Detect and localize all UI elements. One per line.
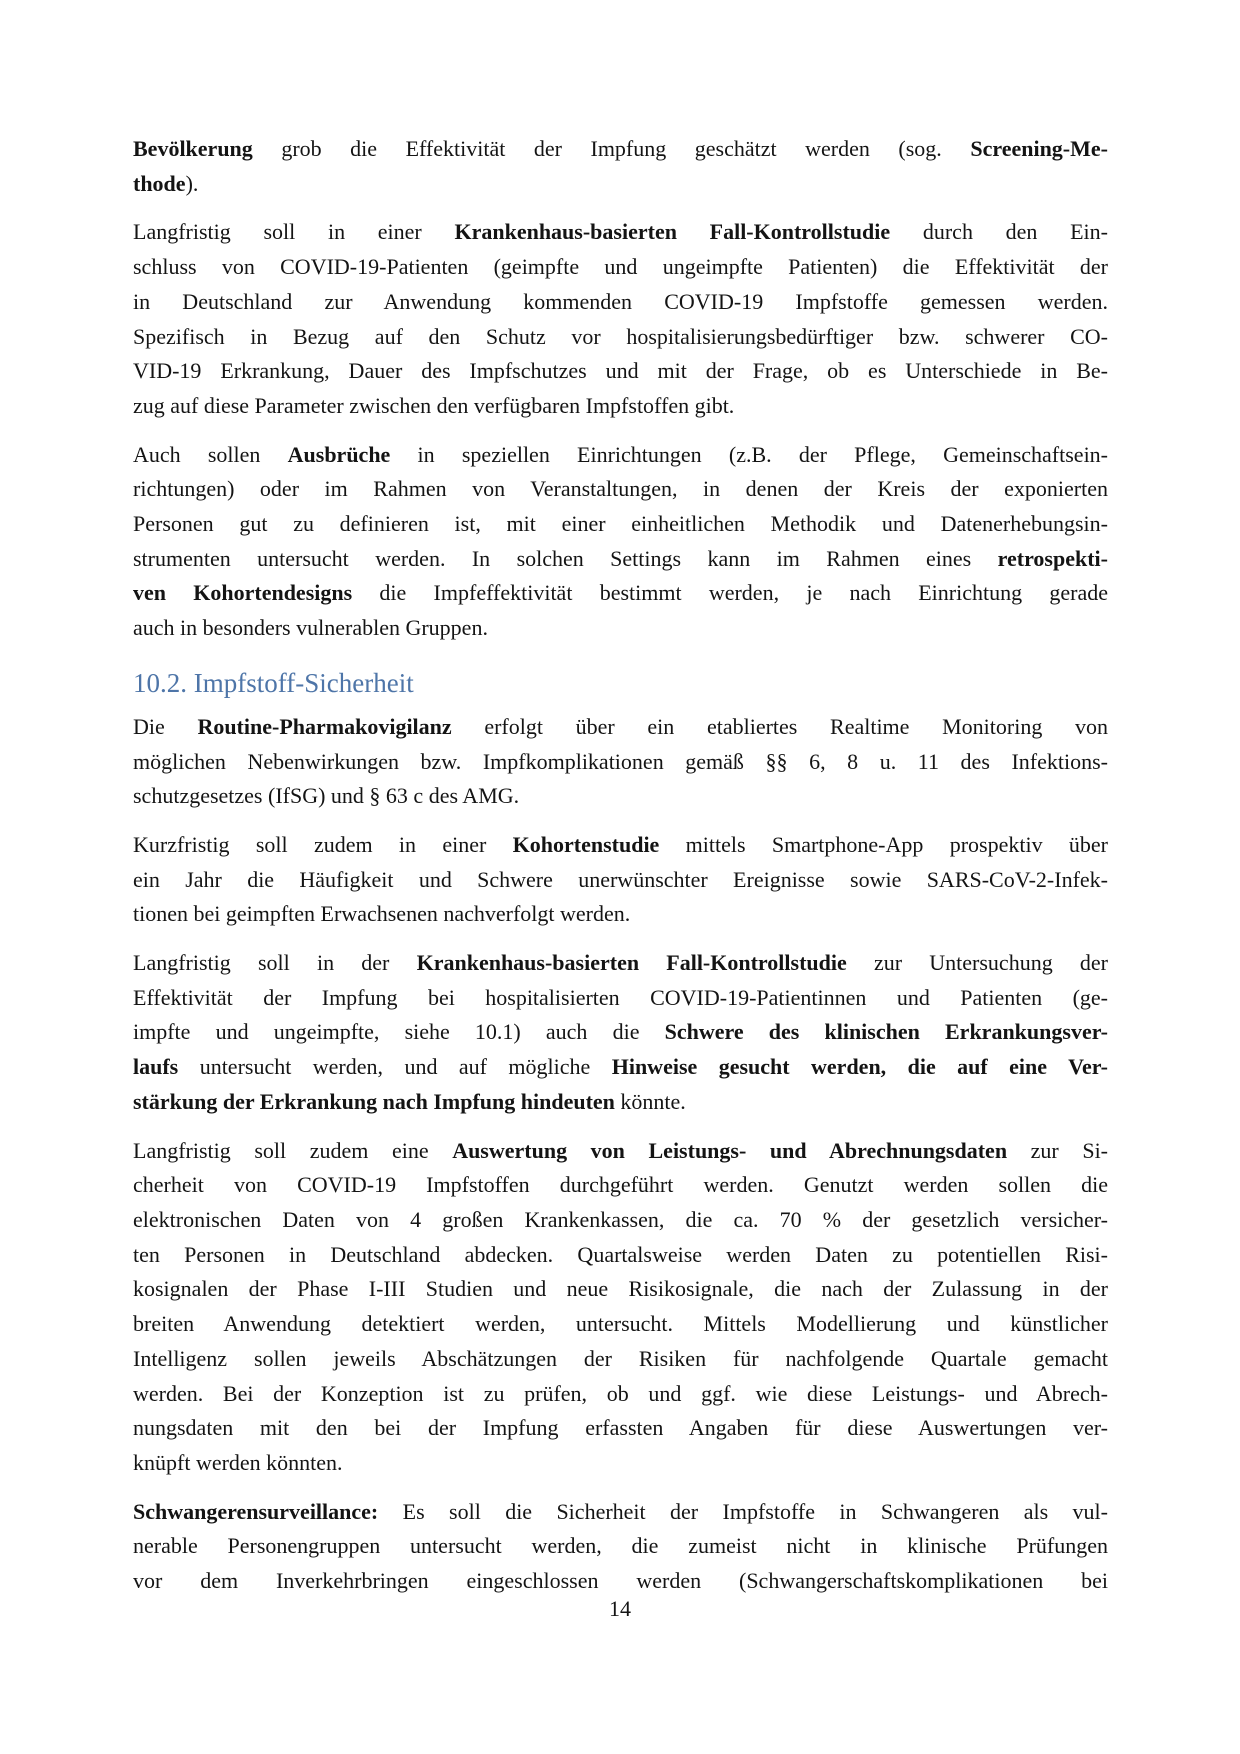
text-line [133,438,1108,473]
text-run: vor dem Inverkehrbringen eingeschlossen werden (Schwangerschaftskomplikationen bei [133,1568,1108,1594]
text-line [133,250,1108,285]
text-run: nerable Personengruppen untersucht werden, die zumeist nicht in klinische Prüfungen [133,1533,1108,1559]
text-run: Personen gut zu definieren ist, mit einer einheitlichen Methodik und Datenerhebungsin- [133,511,1108,537]
text-line [133,576,1108,611]
text-line [133,354,1108,389]
text-run: Effektivität der Impfung bei hospitalisierten COVID-19-Patientinnen und Patienten (ge- [133,984,1108,1010]
text-run: in Deutschland zur Anwendung kommenden COVID-19 Impfstoffe gemessen werden. [133,288,1108,314]
text-run: strumenten untersucht werden. In solchen Settings kann im Rahmen eines [133,545,998,571]
text-run: kosignalen der Phase I-III Studien und neue Risikosignale, die nach der Zulassung in der [133,1276,1108,1302]
bold-text-run: Krankenhaus-basierten Fall-Kontrollstudie [416,950,847,976]
text-line [133,215,1108,250]
text-line [133,1342,1108,1377]
text-run: Es soll die Sicherheit der Impfstoffe in Schwangeren als vul- [378,1498,1108,1524]
text-run: könnte. [614,1088,686,1114]
text-line [133,389,1108,424]
text-line [133,828,1108,863]
text-run: impfte und ungeimpfte, siehe 10.1) auch die [133,1019,665,1045]
bold-text-run: thode [133,170,186,196]
text-line [133,710,1108,745]
text-run: zug auf diese Parameter zwischen den verfügbaren Impfstoffen gibt. [133,392,735,418]
text-line [133,1134,1108,1169]
text-line [133,946,1108,981]
page-number: 14 [609,1596,631,1621]
text-line [133,611,1108,646]
text-run: Intelligenz sollen jeweils Abschätzungen der Risiken für nachfolgende Quartale gemacht [133,1345,1108,1371]
text-line [133,1307,1108,1342]
text-run: nungsdaten mit den bei der Impfung erfassten Angaben für diese Auswertungen ver- [133,1415,1108,1441]
paragraph [133,710,1108,814]
text-run: elektronischen Daten von 4 großen Krankenkassen, die ca. 70 % der gesetzlich versicher- [133,1206,1108,1232]
text-line [133,779,1108,814]
text-line [133,1495,1108,1530]
text-line [133,285,1108,320]
bold-text-run: stärkung der Erkrankung nach Impfung hindeuten [133,1088,615,1114]
text-line [133,1529,1108,1564]
document-content [133,132,1108,1613]
text-run: zur Untersuchung der [846,950,1108,976]
text-line [133,1085,1108,1120]
bold-text-run: Auswertung von Leistungs- und Abrechnungsdaten [452,1137,1008,1163]
text-line [133,320,1108,355]
text-line [133,1238,1108,1273]
text-run: ten Personen in Deutschland abdecken. Quartalsweise werden Daten zu potentiellen Risi- [133,1241,1108,1267]
bold-text-run: Ausbrüche [287,441,391,467]
text-line [133,1203,1108,1238]
paragraph [133,1134,1108,1481]
bold-text-run: retrospekti- [997,545,1108,571]
bold-text-run: Routine-Pharmakovigilanz [197,713,452,739]
bold-text-run: Screening-Me- [970,136,1108,161]
paragraph [133,215,1108,423]
text-run: knüpft werden könnten. [133,1449,343,1475]
paragraph [133,438,1108,646]
paragraph [133,946,1108,1120]
text-run: Auch sollen [133,441,288,467]
text-line [133,507,1108,542]
text-run: ein Jahr die Häufigkeit und Schwere unerwünschter Ereignisse sowie SARS-CoV-2-Infek- [133,866,1108,892]
text-run: mittels Smartphone-App prospektiv über [659,831,1108,857]
bold-text-run: ven Kohortendesigns [133,580,353,606]
text-run: auch in besonders vulnerablen Gruppen. [133,615,488,641]
text-run: Langfristig soll in einer [133,219,455,245]
bold-text-run: laufs [133,1054,179,1080]
text-line [133,1168,1108,1203]
text-line [133,863,1108,898]
text-run: VID-19 Erkrankung, Dauer des Impfschutzes und mit der Frage, ob es Unterschiede in Be- [133,358,1108,384]
bold-text-run: Hinweise gesucht werden, die auf eine Ver- [611,1054,1108,1080]
text-line [133,745,1108,780]
section-heading: 10.2. Impfstoff-Sicherheit [133,667,414,698]
text-run: schutzgesetzes (IfSG) und § 63 c des AMG. [133,783,520,809]
text-run: untersucht werden, und auf mögliche [178,1054,612,1080]
bold-text-run: Bevölkerung [133,136,253,161]
paragraph [133,828,1108,932]
text-line [133,167,1108,202]
text-line [133,1446,1108,1481]
text-run: möglichen Nebenwirkungen bzw. Impfkomplikationen gemäß §§ 6, 8 u. 11 des Infektions- [133,748,1108,774]
text-run: Kurzfristig soll zudem in einer [133,831,513,857]
text-run: werden. Bei der Konzeption ist zu prüfen, ob und ggf. wie diese Leistungs- und Abrech- [133,1380,1108,1406]
text-run: tionen bei geimpften Erwachsenen nachverfolgt werden. [133,901,631,927]
text-line [133,981,1108,1016]
text-run: Langfristig soll zudem eine [133,1137,453,1163]
bold-text-run: Schwere des klinischen Erkrankungsver- [664,1019,1108,1045]
text-run: in speziellen Einrichtungen (z.B. der Pflege, Gemeinschaftsein- [390,441,1109,467]
text-line [133,132,1108,167]
text-run: durch den Ein- [890,219,1108,245]
text-run: Langfristig soll in der [133,950,417,976]
text-line [133,1377,1108,1412]
text-line [133,1564,1108,1599]
text-run: erfolgt über ein etabliertes Realtime Monitoring von [451,713,1108,739]
text-run: cherheit von COVID-19 Impfstoffen durchgeführt werden. Genutzt werden sollen die [133,1172,1108,1198]
text-run: grob die Effektivität der Impfung geschätzt werden (sog. [252,136,971,161]
text-run: die Impfeffektivität bestimmt werden, je nach Einrichtung gerade [352,580,1108,606]
paragraph [133,1495,1108,1599]
text-run: ). [185,170,199,196]
text-line [133,1272,1108,1307]
bold-text-run: Schwangerensurveillance: [133,1498,379,1524]
text-run: zur Si- [1007,1137,1109,1163]
text-line [133,1015,1108,1050]
text-line [133,1411,1108,1446]
paragraph [133,132,1108,201]
text-run: richtungen) oder im Rahmen von Veranstaltungen, in denen der Kreis der exponierten [133,476,1108,502]
text-line [133,1050,1108,1085]
text-run: schluss von COVID-19-Patienten (geimpfte und ungeimpfte Patienten) die Effektivität der [133,254,1108,280]
text-run: Die [133,713,198,739]
text-line [133,897,1108,932]
text-line [133,542,1108,577]
bold-text-run: Krankenhaus-basierten Fall-Kontrollstudie [454,219,891,245]
bold-text-run: Kohortenstudie [512,831,660,857]
text-line [133,472,1108,507]
text-run: Spezifisch in Bezug auf den Schutz vor hospitalisierungsbedürftiger bzw. schwerer CO- [133,323,1108,349]
text-run: breiten Anwendung detektiert werden, untersucht. Mittels Modellierung und künstlicher [133,1311,1108,1337]
